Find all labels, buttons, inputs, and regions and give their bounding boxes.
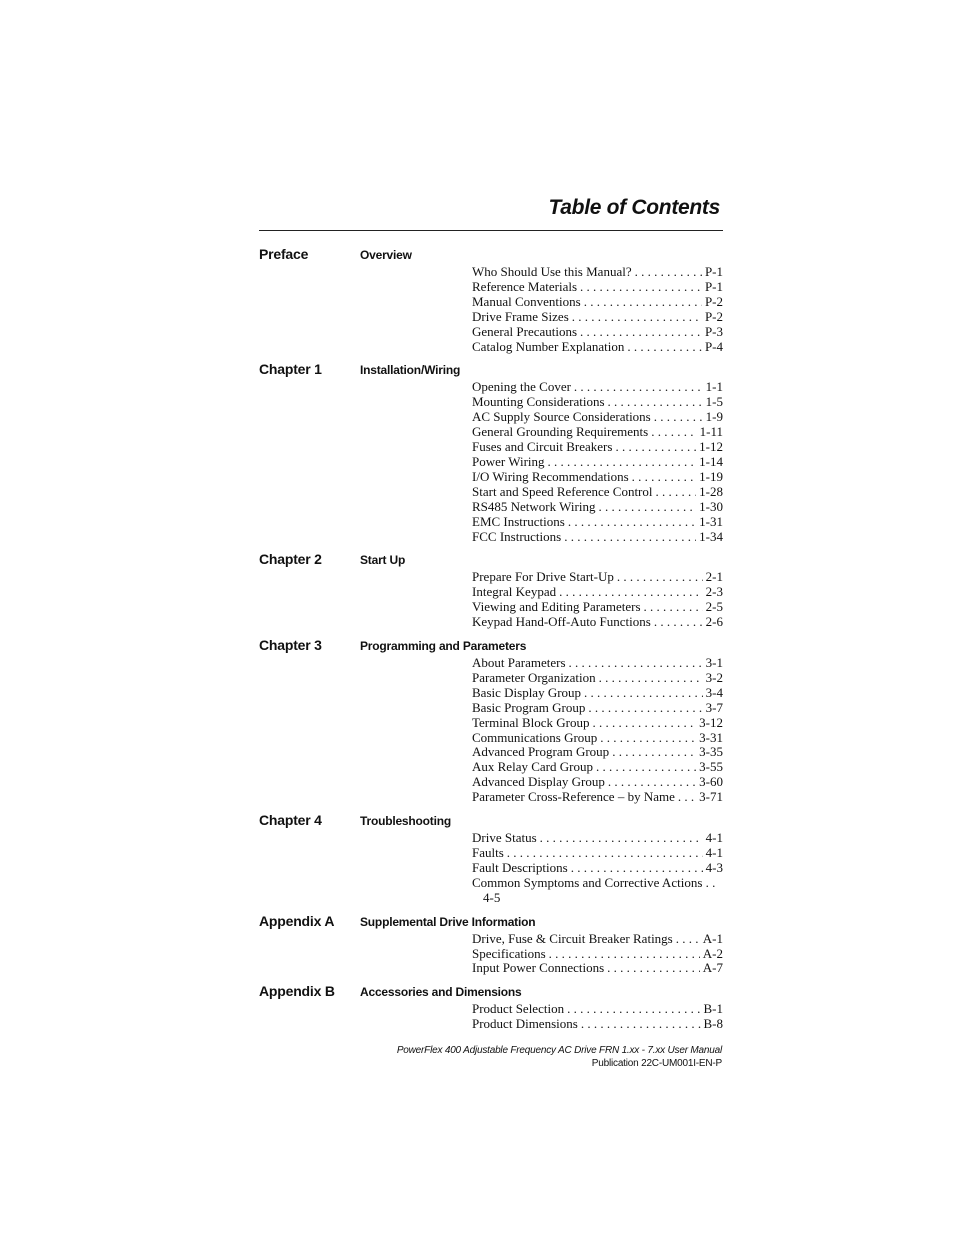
dot-leader bbox=[612, 745, 696, 760]
toc-entry[interactable] bbox=[472, 325, 723, 340]
entry-page-number: 1-30 bbox=[699, 498, 723, 514]
entry-page-number: 1-12 bbox=[699, 439, 723, 455]
title-divider bbox=[259, 230, 723, 231]
entry-page-number: 3-60 bbox=[699, 774, 723, 790]
entry-page-number: 3-71 bbox=[699, 789, 723, 805]
entry-page-number: 1-11 bbox=[699, 424, 723, 440]
toc-entry[interactable] bbox=[472, 745, 723, 760]
toc-entry[interactable] bbox=[472, 716, 723, 731]
toc-entry[interactable] bbox=[472, 570, 723, 585]
entry-page-number: 2-3 bbox=[705, 584, 723, 600]
entry-title: Viewing and Editing Parameters bbox=[472, 599, 641, 615]
entry-title: Integral Keypad bbox=[472, 584, 557, 600]
section-label: Chapter 2 bbox=[259, 551, 322, 568]
entry-page-number: B-8 bbox=[703, 1016, 723, 1032]
section-label: Preface bbox=[259, 246, 309, 262]
toc-entry[interactable] bbox=[472, 515, 723, 530]
page-footer bbox=[397, 1044, 722, 1070]
entry-page-number: 3-12 bbox=[699, 714, 723, 730]
entry-page-number: 2-1 bbox=[705, 569, 723, 585]
entry-title: Fault Descriptions bbox=[472, 859, 568, 875]
toc-entry[interactable] bbox=[472, 1017, 723, 1032]
entry-page-number: P-3 bbox=[704, 323, 723, 339]
dot-leader bbox=[564, 530, 696, 545]
section-label: Chapter 1 bbox=[259, 361, 322, 378]
dot-leader bbox=[654, 410, 703, 425]
entry-title: Aux Relay Card Group bbox=[472, 759, 593, 775]
entry-title: Common Symptoms and Corrective Actions bbox=[472, 874, 703, 890]
entry-title: Basic Program Group bbox=[472, 699, 586, 715]
toc-entry[interactable] bbox=[472, 846, 723, 861]
toc-entry[interactable] bbox=[472, 410, 723, 425]
dot-leader bbox=[567, 1002, 700, 1017]
entry-page-number: 4-1 bbox=[705, 845, 723, 860]
toc-entry[interactable] bbox=[472, 876, 723, 906]
toc-entry[interactable] bbox=[472, 310, 723, 325]
toc-section bbox=[259, 811, 723, 906]
toc-entry[interactable] bbox=[472, 485, 723, 500]
entry-page-number: A-1 bbox=[702, 930, 723, 946]
entry-title: Product Dimensions bbox=[472, 1016, 578, 1032]
entry-title: Advanced Display Group bbox=[472, 774, 605, 790]
entry-title: Reference Materials bbox=[472, 278, 578, 294]
footer-manual-title: PowerFlex 400 Adjustable Frequency AC Drive FRN 1.xx - 7.xx User Manual bbox=[396, 1045, 722, 1056]
entry-page-number: P-1 bbox=[704, 264, 723, 279]
dot-leader bbox=[584, 686, 703, 701]
section-title: Start Up bbox=[360, 553, 406, 568]
section-label: Appendix B bbox=[259, 983, 335, 1000]
footer-publication-number: Publication 22C-UM001I-EN-P bbox=[591, 1058, 722, 1069]
entry-title: Who Should Use this Manual? bbox=[472, 264, 632, 279]
dot-leader bbox=[572, 310, 702, 325]
entry-title: Parameter Cross-Reference – by Name bbox=[472, 789, 675, 805]
entry-page-number: 1-28 bbox=[699, 483, 723, 499]
entry-page-number: 1-9 bbox=[705, 409, 723, 425]
toc-entry[interactable] bbox=[472, 500, 723, 515]
section-title: Overview bbox=[360, 248, 412, 262]
entry-title: Fuses and Circuit Breakers bbox=[472, 439, 613, 455]
dot-leader bbox=[588, 701, 702, 716]
entry-page-number: P-1 bbox=[704, 278, 723, 294]
toc-entry[interactable] bbox=[472, 701, 723, 716]
section-entries bbox=[472, 570, 723, 630]
entry-title: Advanced Program Group bbox=[472, 744, 610, 760]
dot-leader bbox=[632, 470, 697, 485]
section-entries bbox=[472, 932, 723, 977]
dot-leader bbox=[596, 760, 696, 775]
dot-leader bbox=[571, 861, 703, 876]
entry-page-number: P-2 bbox=[704, 293, 723, 309]
dot-leader bbox=[598, 500, 696, 515]
dot-leader bbox=[569, 656, 703, 671]
section-entries bbox=[472, 380, 723, 544]
toc-entry[interactable] bbox=[472, 615, 723, 630]
toc-entry[interactable] bbox=[472, 425, 723, 440]
toc-section bbox=[259, 550, 723, 630]
entry-title: Terminal Block Group bbox=[472, 714, 590, 730]
entry-title: About Parameters bbox=[472, 655, 566, 671]
entry-page-number: 3-35 bbox=[699, 744, 723, 760]
dot-leader bbox=[608, 395, 703, 410]
toc-entry[interactable] bbox=[472, 961, 723, 976]
entry-page-number: 3-4 bbox=[705, 684, 723, 700]
entry-title: Drive Status bbox=[472, 830, 537, 846]
page-title: Table of Contents bbox=[548, 196, 720, 219]
toc-entry[interactable] bbox=[472, 656, 723, 671]
entry-page-number: B-1 bbox=[703, 1001, 723, 1017]
entry-title: FCC Instructions bbox=[472, 528, 562, 544]
dot-leader bbox=[676, 932, 700, 947]
toc-section bbox=[259, 360, 723, 544]
dot-leader bbox=[615, 440, 696, 455]
entry-page-number: A-2 bbox=[702, 945, 723, 961]
entry-title: Input Power Connections bbox=[472, 960, 605, 976]
entry-page-number: A-7 bbox=[702, 960, 723, 976]
entry-page-number: P-2 bbox=[704, 308, 723, 324]
dot-leader bbox=[540, 831, 703, 846]
toc-entry[interactable] bbox=[472, 775, 723, 790]
entry-page-number: P-4 bbox=[704, 338, 723, 354]
entry-title: Drive Frame Sizes bbox=[472, 308, 569, 324]
entry-title: Catalog Number Explanation bbox=[472, 338, 625, 354]
toc-section bbox=[259, 982, 723, 1032]
entry-page-number: 1-31 bbox=[699, 513, 723, 529]
toc-entry[interactable] bbox=[472, 861, 723, 876]
entry-page-number: 3-2 bbox=[705, 669, 723, 685]
entry-page-number: 3-7 bbox=[705, 699, 723, 715]
entry-title: Start and Speed Reference Control bbox=[472, 483, 653, 499]
toc-entry[interactable] bbox=[472, 380, 723, 395]
entry-title: General Grounding Requirements bbox=[472, 424, 649, 440]
dot-leader bbox=[548, 455, 697, 470]
dot-leader bbox=[600, 731, 696, 746]
toc-section bbox=[259, 636, 723, 805]
entry-page-number: 4-3 bbox=[705, 859, 723, 875]
toc-entry[interactable] bbox=[472, 585, 723, 600]
dot-leader bbox=[654, 615, 703, 630]
toc-entry[interactable] bbox=[472, 265, 723, 280]
dot-leader bbox=[549, 947, 700, 962]
toc-entry[interactable] bbox=[472, 831, 723, 846]
toc-entry[interactable] bbox=[472, 600, 723, 615]
entry-title: Basic Display Group bbox=[472, 684, 582, 700]
toc-entry[interactable] bbox=[472, 340, 723, 355]
section-entries bbox=[472, 1002, 723, 1032]
section-label: Chapter 4 bbox=[259, 812, 322, 829]
entry-title: Manual Conventions bbox=[472, 293, 581, 309]
section-title: Troubleshooting bbox=[360, 814, 451, 829]
section-entries bbox=[472, 831, 723, 906]
dot-leader bbox=[617, 570, 703, 585]
dot-leader bbox=[599, 671, 703, 686]
entry-page-number: 1-19 bbox=[699, 468, 723, 484]
entry-title: General Precautions bbox=[472, 323, 578, 339]
toc-entry[interactable] bbox=[472, 1002, 723, 1017]
section-title: Installation/Wiring bbox=[360, 363, 461, 378]
dot-leader bbox=[656, 485, 697, 500]
toc-entry[interactable] bbox=[472, 530, 723, 545]
dot-leader bbox=[559, 585, 703, 600]
toc-entry[interactable] bbox=[472, 760, 723, 775]
table-of-contents bbox=[259, 245, 723, 1038]
section-entries bbox=[472, 265, 723, 354]
entry-page-number: 2-5 bbox=[705, 599, 723, 615]
toc-entry[interactable] bbox=[472, 295, 723, 310]
toc-entry[interactable] bbox=[472, 932, 723, 947]
dot-leader bbox=[651, 425, 696, 440]
entry-title: Product Selection bbox=[472, 1001, 565, 1017]
toc-entry[interactable] bbox=[472, 395, 723, 410]
toc-section bbox=[259, 245, 723, 354]
section-title: Programming and Parameters bbox=[360, 639, 527, 654]
entry-page-number: 3-31 bbox=[699, 729, 723, 745]
section-title: Accessories and Dimensions bbox=[360, 985, 522, 1000]
toc-entry[interactable] bbox=[472, 440, 723, 455]
dot-leader bbox=[593, 716, 697, 731]
dot-leader bbox=[580, 325, 702, 340]
entry-title: Specifications bbox=[472, 945, 546, 961]
toc-entry[interactable] bbox=[472, 731, 723, 746]
dot-leader bbox=[644, 600, 703, 615]
entry-title: Prepare For Drive Start-Up bbox=[472, 569, 614, 585]
entry-title: Keypad Hand-Off-Auto Functions bbox=[472, 614, 651, 630]
dot-leader bbox=[507, 846, 703, 861]
section-entries bbox=[472, 656, 723, 805]
entry-page-number: 4-1 bbox=[705, 830, 723, 846]
entry-title: Power Wiring bbox=[472, 453, 545, 469]
entry-page-number: 1-1 bbox=[705, 379, 723, 395]
toc-entry[interactable] bbox=[472, 280, 723, 295]
dot-leader bbox=[635, 265, 702, 280]
entry-page-number: 1-5 bbox=[705, 394, 723, 410]
dot-leader bbox=[627, 340, 702, 355]
entry-page-number: 1-34 bbox=[699, 528, 723, 544]
dot-leader bbox=[581, 1017, 701, 1032]
dot-leader bbox=[678, 790, 696, 805]
entry-title: Faults bbox=[472, 845, 504, 860]
toc-entry[interactable] bbox=[472, 947, 723, 962]
entry-title: Opening the Cover bbox=[472, 379, 571, 395]
entry-title: Parameter Organization bbox=[472, 669, 596, 685]
dot-leader bbox=[568, 515, 696, 530]
entry-title: AC Supply Source Considerations bbox=[472, 409, 651, 425]
dot-leader bbox=[584, 295, 702, 310]
section-label: Chapter 3 bbox=[259, 637, 322, 654]
section-label: Appendix A bbox=[259, 912, 335, 929]
dot-leader bbox=[607, 961, 700, 976]
entry-title: Drive, Fuse & Circuit Breaker Ratings bbox=[472, 930, 673, 946]
entry-page-number: 4-5 bbox=[483, 889, 501, 905]
entry-title: EMC Instructions bbox=[472, 513, 565, 529]
toc-entry[interactable] bbox=[472, 686, 723, 701]
section-title: Supplemental Drive Information bbox=[360, 914, 536, 929]
toc-entry[interactable] bbox=[472, 790, 723, 805]
entry-page-number: 3-55 bbox=[699, 759, 723, 775]
entry-page-number: 2-6 bbox=[705, 614, 723, 630]
toc-entry[interactable] bbox=[472, 455, 723, 470]
entry-title: RS485 Network Wiring bbox=[472, 498, 596, 514]
dot-leader bbox=[574, 380, 703, 395]
toc-entry[interactable] bbox=[472, 671, 723, 686]
dot-leader bbox=[580, 280, 702, 295]
toc-section bbox=[259, 912, 723, 977]
entry-page-number: 1-14 bbox=[699, 453, 723, 469]
toc-entry[interactable] bbox=[472, 470, 723, 485]
entry-title: Mounting Considerations bbox=[472, 394, 605, 410]
entry-page-number: 3-1 bbox=[705, 655, 723, 671]
dot-leader: . . bbox=[702, 874, 716, 890]
entry-title: Communications Group bbox=[472, 729, 598, 745]
entry-title: I/O Wiring Recommendations bbox=[472, 468, 629, 484]
dot-leader bbox=[608, 775, 696, 790]
